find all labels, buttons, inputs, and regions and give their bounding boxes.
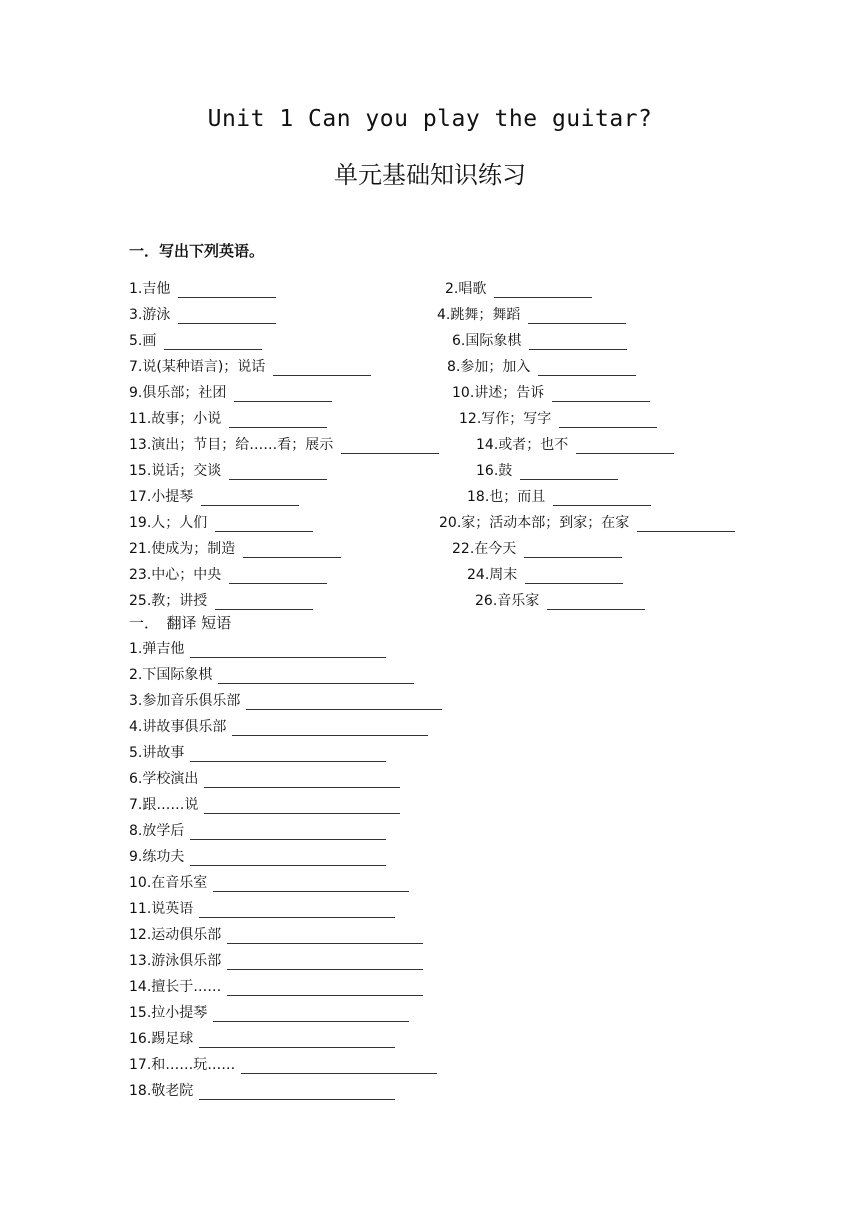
phrase-item	[129, 898, 395, 918]
vocab-item	[476, 460, 618, 480]
answer-blank[interactable]	[528, 309, 626, 324]
phrase-item	[129, 742, 386, 762]
phrase-prompt: 8.放学后	[129, 823, 185, 839]
phrase-item	[129, 716, 428, 736]
phrase-item	[129, 664, 414, 684]
vocab-row	[0, 538, 860, 560]
answer-blank[interactable]	[227, 981, 423, 996]
vocab-prompt: 7.说(某种语言)；说话	[129, 359, 266, 375]
vocab-item	[129, 564, 327, 584]
answer-blank[interactable]	[204, 773, 400, 788]
vocab-prompt: 25.教；讲授	[129, 593, 208, 609]
answer-blank[interactable]	[559, 413, 657, 428]
phrase-item	[129, 1002, 409, 1022]
answer-blank[interactable]	[241, 1059, 437, 1074]
vocab-row	[0, 330, 860, 352]
answer-blank[interactable]	[199, 1085, 395, 1100]
vocab-prompt: 18.也；而且	[467, 489, 546, 505]
vocab-prompt: 4.跳舞；舞蹈	[437, 307, 521, 323]
page-subtitle: 单元基础知识练习	[334, 161, 526, 189]
phrase-item	[129, 690, 442, 710]
vocab-item	[447, 356, 636, 376]
answer-blank[interactable]	[246, 695, 442, 710]
answer-blank[interactable]	[190, 825, 386, 840]
phrase-item	[129, 768, 400, 788]
section-heading-phrases: 一． 翻译 短语	[129, 614, 232, 632]
answer-blank[interactable]	[273, 361, 371, 376]
answer-blank[interactable]	[552, 387, 650, 402]
phrase-item	[129, 794, 400, 814]
phrase-prompt: 7.跟……说	[129, 797, 199, 813]
answer-blank[interactable]	[520, 465, 618, 480]
answer-blank[interactable]	[178, 283, 276, 298]
vocab-prompt: 21.使成为；制造	[129, 541, 236, 557]
answer-blank[interactable]	[341, 439, 439, 454]
vocab-item	[129, 538, 341, 558]
vocab-prompt: 26.音乐家	[475, 593, 540, 609]
vocab-item	[129, 460, 327, 480]
answer-blank[interactable]	[190, 747, 386, 762]
answer-blank[interactable]	[227, 929, 423, 944]
answer-blank[interactable]	[213, 877, 409, 892]
answer-blank[interactable]	[199, 1033, 395, 1048]
vocab-item	[129, 278, 276, 298]
answer-blank[interactable]	[576, 439, 674, 454]
vocab-prompt: 24.周末	[467, 567, 518, 583]
vocab-row	[0, 564, 860, 586]
answer-blank[interactable]	[229, 413, 327, 428]
phrase-prompt: 16.踢足球	[129, 1031, 194, 1047]
vocab-prompt: 16.鼓	[476, 463, 513, 479]
vocab-item	[129, 356, 371, 376]
vocab-prompt: 11.故事；小说	[129, 411, 222, 427]
vocab-item	[452, 382, 650, 402]
vocab-item	[129, 590, 313, 610]
phrase-prompt: 11.说英语	[129, 901, 194, 917]
vocab-item	[476, 434, 674, 454]
vocab-prompt: 22.在今天	[452, 541, 517, 557]
answer-blank[interactable]	[178, 309, 276, 324]
answer-blank[interactable]	[525, 569, 623, 584]
phrase-item	[129, 950, 423, 970]
phrase-item	[129, 1054, 437, 1074]
phrase-prompt: 3.参加音乐俱乐部	[129, 693, 241, 709]
phrase-item	[129, 872, 409, 892]
phrase-prompt: 12.运动俱乐部	[129, 927, 222, 943]
phrase-prompt: 17.和……玩……	[129, 1057, 236, 1073]
vocab-item	[459, 408, 657, 428]
vocab-item	[129, 512, 313, 532]
vocab-prompt: 17.小提琴	[129, 489, 194, 505]
vocab-prompt: 6.国际象棋	[452, 333, 522, 349]
answer-blank[interactable]	[201, 491, 299, 506]
phrase-prompt: 1.弹吉他	[129, 641, 185, 657]
vocab-row	[0, 512, 860, 534]
answer-blank[interactable]	[529, 335, 627, 350]
vocab-prompt: 23.中心；中央	[129, 567, 222, 583]
vocab-row	[0, 382, 860, 404]
vocab-prompt: 13.演出；节目；给……看；展示	[129, 437, 334, 453]
vocab-item	[452, 538, 622, 558]
answer-blank[interactable]	[234, 387, 332, 402]
vocab-item	[129, 434, 439, 454]
vocab-row	[0, 434, 860, 456]
vocab-row	[0, 278, 860, 300]
vocab-prompt: 14.或者；也不	[476, 437, 569, 453]
phrase-prompt: 13.游泳俱乐部	[129, 953, 222, 969]
vocab-prompt: 9.俱乐部；社团	[129, 385, 227, 401]
vocab-row	[0, 486, 860, 508]
vocab-item	[475, 590, 645, 610]
vocab-prompt: 2.唱歌	[445, 281, 487, 297]
vocab-prompt: 3.游泳	[129, 307, 171, 323]
answer-blank[interactable]	[547, 595, 645, 610]
answer-blank[interactable]	[637, 517, 735, 532]
phrase-prompt: 2.下国际象棋	[129, 667, 213, 683]
vocab-row	[0, 590, 860, 612]
phrase-item	[129, 846, 386, 866]
vocab-prompt: 15.说话；交谈	[129, 463, 222, 479]
answer-blank[interactable]	[215, 517, 313, 532]
answer-blank[interactable]	[524, 543, 622, 558]
phrase-item	[129, 976, 423, 996]
phrase-prompt: 18.敬老院	[129, 1083, 194, 1099]
vocab-prompt: 19.人；人们	[129, 515, 208, 531]
vocab-row	[0, 408, 860, 430]
phrase-prompt: 9.练功夫	[129, 849, 185, 865]
page-title: Unit 1 Can you play the guitar?	[207, 106, 653, 132]
vocab-item	[129, 408, 327, 428]
phrase-item	[129, 638, 386, 658]
answer-blank[interactable]	[553, 491, 651, 506]
vocab-item	[129, 486, 299, 506]
answer-blank[interactable]	[164, 335, 262, 350]
phrase-prompt: 5.讲故事	[129, 745, 185, 761]
answer-blank[interactable]	[213, 1007, 409, 1022]
answer-blank[interactable]	[243, 543, 341, 558]
vocab-item	[129, 330, 262, 350]
answer-blank[interactable]	[204, 799, 400, 814]
answer-blank[interactable]	[199, 903, 395, 918]
phrase-prompt: 14.擅长于……	[129, 979, 222, 995]
answer-blank[interactable]	[190, 643, 386, 658]
vocab-row	[0, 356, 860, 378]
vocab-item	[439, 512, 735, 532]
phrase-item	[129, 1028, 395, 1048]
section-heading-vocab: 一．写出下列英语。	[129, 242, 265, 260]
vocab-item	[437, 304, 626, 324]
vocab-prompt: 5.画	[129, 333, 157, 349]
vocab-item	[129, 304, 276, 324]
vocab-prompt: 12.写作；写字	[459, 411, 552, 427]
answer-blank[interactable]	[218, 669, 414, 684]
answer-blank[interactable]	[538, 361, 636, 376]
vocab-prompt: 1.吉他	[129, 281, 171, 297]
vocab-prompt: 10.讲述；告诉	[452, 385, 545, 401]
phrase-prompt: 6.学校演出	[129, 771, 199, 787]
answer-blank[interactable]	[215, 595, 313, 610]
phrase-prompt: 4.讲故事俱乐部	[129, 719, 227, 735]
vocab-prompt: 20.家；活动本部；到家；在家	[439, 515, 630, 531]
answer-blank[interactable]	[232, 721, 428, 736]
vocab-item	[467, 486, 651, 506]
phrase-item	[129, 924, 423, 944]
answer-blank[interactable]	[190, 851, 386, 866]
vocab-item	[452, 330, 627, 350]
vocab-item	[129, 382, 332, 402]
vocab-item	[445, 278, 592, 298]
vocab-prompt: 8.参加；加入	[447, 359, 531, 375]
vocab-row	[0, 304, 860, 326]
vocab-row	[0, 460, 860, 482]
answer-blank[interactable]	[227, 955, 423, 970]
answer-blank[interactable]	[229, 465, 327, 480]
answer-blank[interactable]	[229, 569, 327, 584]
answer-blank[interactable]	[494, 283, 592, 298]
phrase-prompt: 15.拉小提琴	[129, 1005, 208, 1021]
phrase-item	[129, 820, 386, 840]
phrase-item	[129, 1080, 395, 1100]
vocab-item	[467, 564, 623, 584]
phrase-prompt: 10.在音乐室	[129, 875, 208, 891]
